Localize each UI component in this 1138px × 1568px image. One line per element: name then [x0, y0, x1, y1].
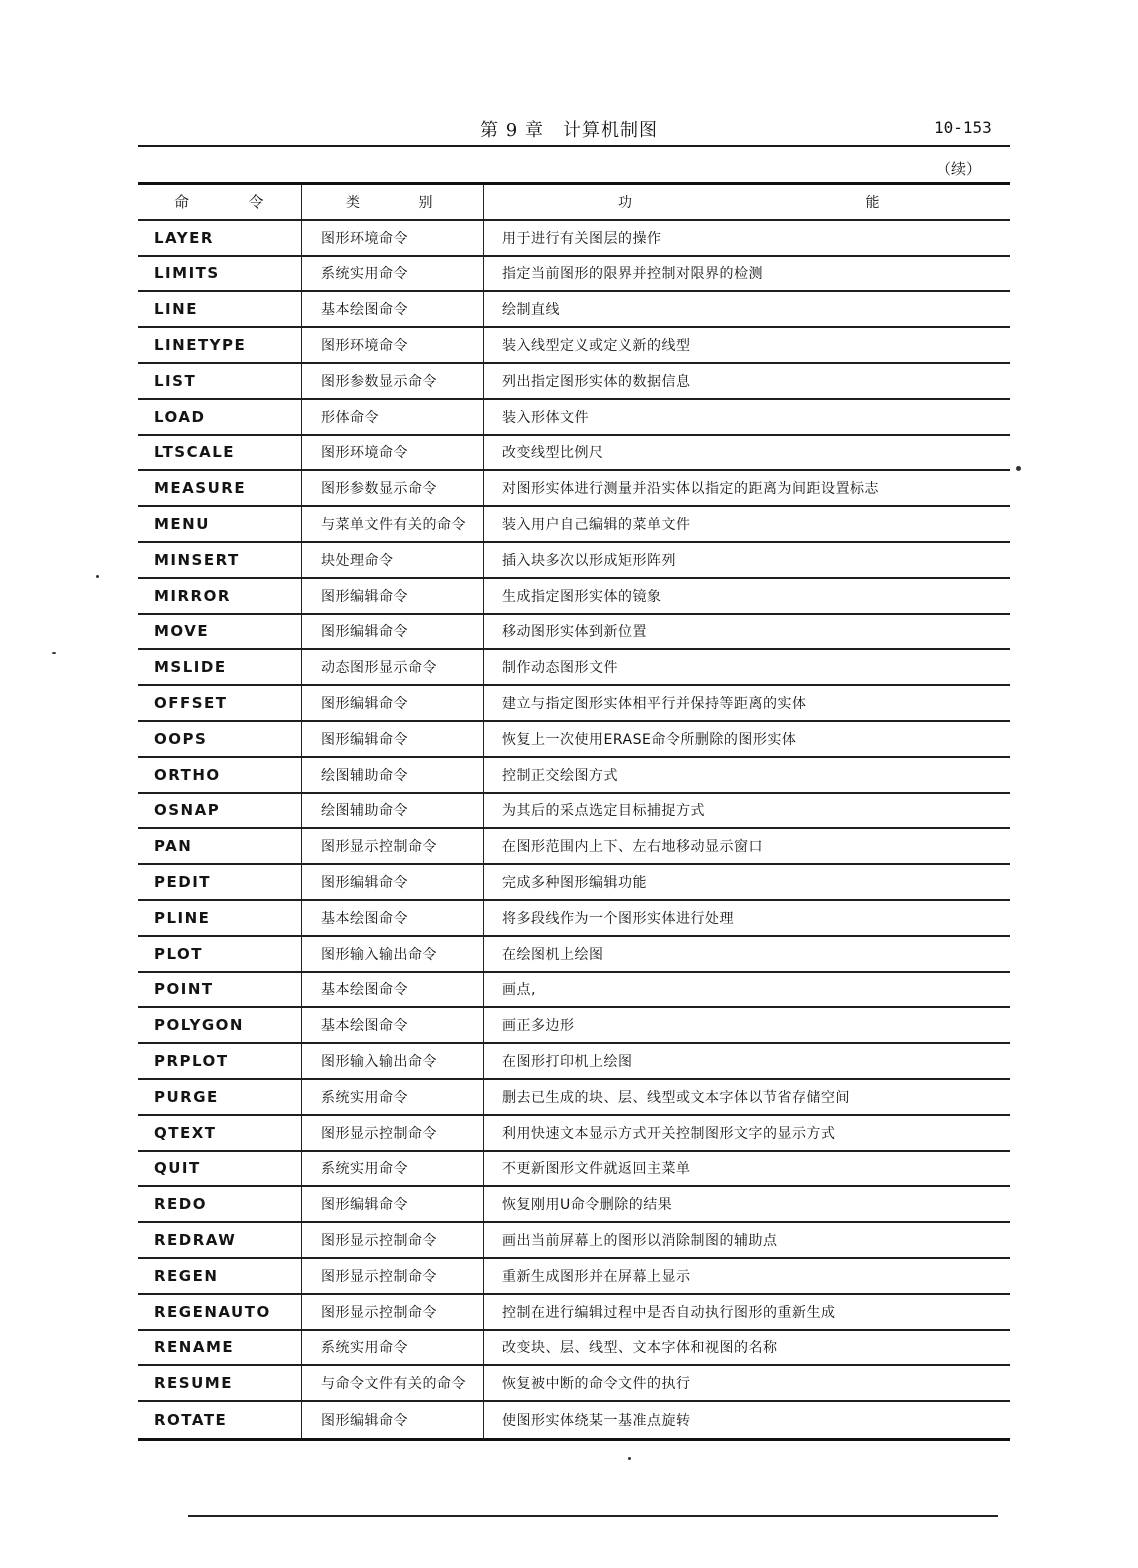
category-cell: 图形编辑命令 — [301, 722, 483, 756]
category-cell: 图形显示控制命令 — [301, 1259, 483, 1293]
function-cell: 移动图形实体到新位置 — [483, 615, 1010, 649]
table-row — [138, 1295, 1010, 1331]
column-header-category-char1: 类 — [346, 194, 361, 211]
category-cell: 系统实用命令 — [301, 1152, 483, 1186]
command-cell: LIST — [154, 371, 197, 390]
table-body — [138, 221, 1010, 1438]
category-cell: 与菜单文件有关的命令 — [301, 507, 483, 541]
function-cell: 画正多边形 — [483, 1008, 1010, 1042]
category-cell: 图形参数显示命令 — [301, 364, 483, 398]
table-row — [138, 543, 1010, 579]
scan-speck — [52, 652, 56, 654]
header-rule — [138, 145, 1010, 147]
table-row — [138, 1366, 1010, 1402]
category-cell: 图形编辑命令 — [301, 579, 483, 613]
table-row — [138, 221, 1010, 257]
table-row — [138, 1044, 1010, 1080]
category-cell: 图形显示控制命令 — [301, 1223, 483, 1257]
footer-rule — [188, 1515, 998, 1517]
command-cell: PLINE — [154, 908, 211, 927]
table-row — [138, 865, 1010, 901]
table-row — [138, 1402, 1010, 1438]
table-row — [138, 1331, 1010, 1367]
table-row — [138, 436, 1010, 472]
table-row — [138, 507, 1010, 543]
table-row — [138, 292, 1010, 328]
command-cell: MIRROR — [154, 586, 231, 605]
table-row — [138, 794, 1010, 830]
command-cell: MINSERT — [154, 550, 240, 569]
function-cell: 为其后的采点选定目标捕捉方式 — [483, 794, 1010, 828]
category-cell: 图形显示控制命令 — [301, 1116, 483, 1150]
command-cell: LINETYPE — [154, 336, 247, 355]
category-cell: 图形显示控制命令 — [301, 829, 483, 863]
function-cell: 恢复上一次使用ERASE命令所删除的图形实体 — [483, 722, 1010, 756]
category-cell: 图形环境命令 — [301, 328, 483, 362]
table-row — [138, 400, 1010, 436]
table-row — [138, 686, 1010, 722]
command-cell: LINE — [154, 300, 198, 319]
category-cell: 动态图形显示命令 — [301, 650, 483, 684]
command-cell: REDRAW — [154, 1231, 237, 1249]
table-row — [138, 1187, 1010, 1223]
command-cell: LOAD — [154, 407, 206, 426]
category-cell: 图形环境命令 — [301, 436, 483, 470]
category-cell: 基本绘图命令 — [301, 292, 483, 326]
table-row — [138, 1152, 1010, 1188]
function-cell: 恢复刚用U命令删除的结果 — [483, 1187, 1010, 1221]
table-row — [138, 328, 1010, 364]
table-row — [138, 1008, 1010, 1044]
table-row — [138, 722, 1010, 758]
column-header-category — [301, 185, 483, 219]
command-cell: PLOT — [154, 944, 204, 963]
function-cell: 装入线型定义或定义新的线型 — [483, 328, 1010, 362]
table-row — [138, 937, 1010, 973]
function-cell: 利用快速文本显示方式开关控制图形文字的显示方式 — [483, 1116, 1010, 1150]
command-cell: PURGE — [154, 1087, 219, 1106]
category-cell: 系统实用命令 — [301, 1080, 483, 1114]
category-cell: 图形编辑命令 — [301, 1402, 483, 1438]
command-cell: LIMITS — [154, 264, 220, 283]
command-cell: POINT — [154, 980, 214, 999]
function-cell: 画点, — [483, 973, 1010, 1007]
column-header-command-char2: 令 — [248, 193, 265, 212]
category-cell: 图形显示控制命令 — [301, 1295, 483, 1329]
scan-speck — [96, 575, 99, 578]
command-cell: PRPLOT — [154, 1052, 229, 1071]
column-header-category-char2: 别 — [418, 194, 433, 211]
table-row — [138, 973, 1010, 1009]
function-cell: 对图形实体进行测量并沿实体以指定的距离为间距设置标志 — [483, 471, 1010, 505]
table-row — [138, 364, 1010, 400]
command-cell: PAN — [154, 837, 193, 856]
function-cell: 指定当前图形的限界并控制对限界的检测 — [483, 257, 1010, 291]
function-cell: 画出当前屏幕上的图形以消除制图的辅助点 — [483, 1223, 1010, 1257]
table-row — [138, 1223, 1010, 1259]
command-cell: MENU — [154, 515, 210, 534]
function-cell: 将多段线作为一个图形实体进行处理 — [483, 901, 1010, 935]
category-cell: 块处理命令 — [301, 543, 483, 577]
continued-label: （续） — [936, 160, 982, 178]
table-row — [138, 615, 1010, 651]
category-cell: 图形编辑命令 — [301, 686, 483, 720]
column-header-function — [483, 185, 1010, 219]
table-row — [138, 471, 1010, 507]
category-cell: 图形编辑命令 — [301, 865, 483, 899]
category-cell: 图形环境命令 — [301, 221, 483, 255]
function-cell: 不更新图形文件就返回主菜单 — [483, 1152, 1010, 1186]
table-row — [138, 1259, 1010, 1295]
command-cell: QUIT — [154, 1159, 201, 1178]
function-cell: 建立与指定图形实体相平行并保持等距离的实体 — [483, 686, 1010, 720]
function-cell: 生成指定图形实体的镜象 — [483, 579, 1010, 613]
command-cell: RESUME — [154, 1374, 233, 1393]
function-cell: 控制在进行编辑过程中是否自动执行图形的重新生成 — [483, 1295, 1010, 1329]
function-cell: 绘制直线 — [483, 292, 1010, 326]
scan-speck — [628, 1457, 631, 1460]
table-row — [138, 758, 1010, 794]
function-cell: 完成多种图形编辑功能 — [483, 865, 1010, 899]
function-cell: 插入块多次以形成矩形阵列 — [483, 543, 1010, 577]
table-row — [138, 1116, 1010, 1152]
category-cell: 基本绘图命令 — [301, 901, 483, 935]
table-row — [138, 829, 1010, 865]
function-cell: 改变块、层、线型、文本字体和视图的名称 — [483, 1331, 1010, 1365]
category-cell: 图形编辑命令 — [301, 1187, 483, 1221]
command-cell: MOVE — [154, 622, 210, 641]
function-cell: 控制正交绘图方式 — [483, 758, 1010, 792]
function-cell: 装入用户自己编辑的菜单文件 — [483, 507, 1010, 541]
command-cell: OSNAP — [154, 801, 221, 820]
function-cell: 列出指定图形实体的数据信息 — [483, 364, 1010, 398]
command-cell: ROTATE — [154, 1410, 228, 1429]
column-header-command — [138, 185, 301, 219]
command-cell: REGENAUTO — [154, 1302, 271, 1321]
command-cell: REDO — [154, 1195, 207, 1214]
category-cell: 与命令文件有关的命令 — [301, 1366, 483, 1400]
category-cell: 系统实用命令 — [301, 257, 483, 291]
column-header-function-char2: 能 — [865, 194, 880, 211]
function-cell: 用于进行有关图层的操作 — [483, 221, 1010, 255]
table-row — [138, 650, 1010, 686]
function-cell: 装入形体文件 — [483, 400, 1010, 434]
function-cell: 在图形打印机上绘图 — [483, 1044, 1010, 1078]
scan-speck — [1016, 466, 1021, 471]
category-cell: 图形输入输出命令 — [301, 937, 483, 971]
column-header-command-char1: 命 — [174, 193, 191, 212]
function-cell: 恢复被中断的命令文件的执行 — [483, 1366, 1010, 1400]
command-cell: PEDIT — [154, 873, 212, 892]
category-cell: 图形输入输出命令 — [301, 1044, 483, 1078]
function-cell: 重新生成图形并在屏幕上显示 — [483, 1259, 1010, 1293]
function-cell: 使图形实体绕某一基准点旋转 — [483, 1402, 1010, 1438]
command-cell: LAYER — [154, 228, 214, 247]
function-cell: 在绘图机上绘图 — [483, 937, 1010, 971]
table-header-row — [138, 185, 1010, 221]
table-row — [138, 579, 1010, 615]
table-row — [138, 901, 1010, 937]
command-cell: REGEN — [154, 1266, 219, 1285]
category-cell: 绘图辅助命令 — [301, 758, 483, 792]
function-cell: 删去已生成的块、层、线型或文本字体以节省存储空间 — [483, 1080, 1010, 1114]
command-table — [138, 182, 1010, 1441]
command-cell: ORTHO — [154, 765, 221, 784]
command-cell: OFFSET — [154, 694, 228, 713]
category-cell: 系统实用命令 — [301, 1331, 483, 1365]
page-number: 10-153 — [934, 118, 992, 137]
function-cell: 制作动态图形文件 — [483, 650, 1010, 684]
column-header-function-char1: 功 — [618, 194, 633, 211]
category-cell: 基本绘图命令 — [301, 1008, 483, 1042]
category-cell: 绘图辅助命令 — [301, 794, 483, 828]
command-cell: QTEXT — [154, 1123, 217, 1142]
function-cell: 在图形范围内上下、左右地移动显示窗口 — [483, 829, 1010, 863]
command-cell: MSLIDE — [154, 658, 227, 677]
command-cell: RENAME — [154, 1338, 235, 1357]
category-cell: 图形编辑命令 — [301, 615, 483, 649]
category-cell: 形体命令 — [301, 400, 483, 434]
category-cell: 基本绘图命令 — [301, 973, 483, 1007]
table-row — [138, 257, 1010, 293]
category-cell: 图形参数显示命令 — [301, 471, 483, 505]
command-cell: MEASURE — [154, 479, 247, 498]
function-cell: 改变线型比例尺 — [483, 436, 1010, 470]
command-cell: POLYGON — [154, 1016, 244, 1035]
command-cell: LTSCALE — [154, 443, 236, 462]
chapter-title: 第 9 章 计算机制图 — [480, 120, 658, 141]
command-cell: OOPS — [154, 729, 208, 748]
table-row — [138, 1080, 1010, 1116]
